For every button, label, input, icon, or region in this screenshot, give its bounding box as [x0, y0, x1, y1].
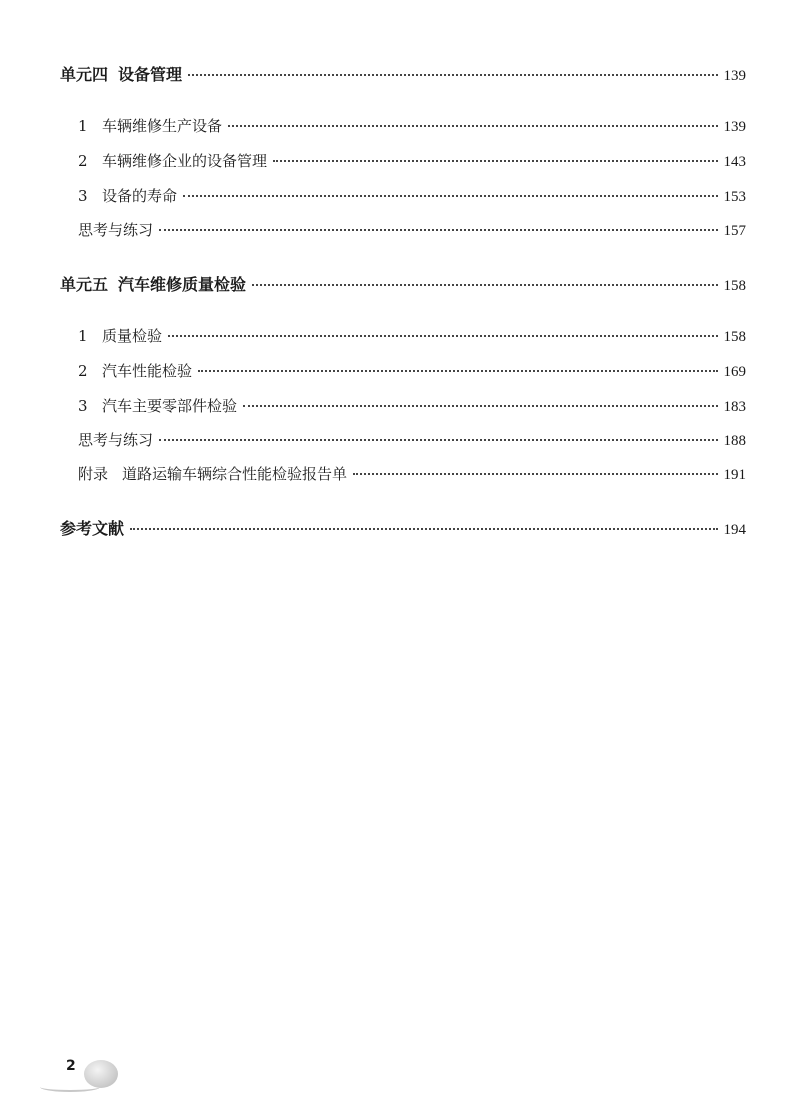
- leader-dots: [228, 124, 717, 127]
- page-number: 139: [723, 119, 746, 135]
- page-number: 153: [723, 189, 746, 205]
- leader-dots: [198, 369, 717, 372]
- page-number: 188: [723, 433, 746, 449]
- leader-dots: [168, 334, 717, 337]
- item-number: 1: [78, 327, 88, 345]
- appendix-label: 附录: [78, 465, 109, 483]
- exercise-title: 思考与练习: [78, 431, 154, 449]
- toc-item[interactable]: [78, 360, 746, 384]
- leader-dots: [159, 228, 717, 231]
- references-title: 参考文献: [60, 519, 125, 538]
- unit-number: 单元五: [60, 275, 109, 294]
- leader-dots: [188, 73, 717, 76]
- leader-dots: [159, 438, 717, 441]
- leader-dots: [130, 527, 717, 530]
- page-number: 139: [723, 68, 746, 84]
- page-number: 183: [723, 399, 746, 415]
- item-number: 2: [78, 152, 88, 170]
- item-number: 1: [78, 117, 88, 135]
- toc-exercise[interactable]: [78, 429, 746, 453]
- leader-dots: [252, 283, 717, 286]
- toc-appendix[interactable]: [78, 463, 746, 487]
- page-number: 191: [723, 467, 746, 483]
- page-number: 158: [723, 329, 746, 345]
- exercise-title: 思考与练习: [78, 221, 154, 239]
- leader-dots: [353, 472, 717, 475]
- leader-dots: [183, 194, 717, 197]
- page-number: 157: [723, 223, 746, 239]
- toc-unit-4[interactable]: [60, 62, 746, 86]
- page-number: 169: [723, 364, 746, 380]
- page-number: 194: [723, 522, 746, 538]
- item-title: 质量检验: [102, 327, 163, 345]
- unit-number: 单元四: [60, 65, 109, 84]
- footer-page-number: 2: [66, 1058, 76, 1074]
- page-number: 143: [723, 154, 746, 170]
- item-title: 汽车主要零部件检验: [102, 397, 238, 415]
- toc-item[interactable]: [78, 395, 746, 419]
- unit-title: 汽车维修质量检验: [118, 275, 247, 294]
- item-title: 车辆维修企业的设备管理: [102, 152, 268, 170]
- toc-unit-5[interactable]: [60, 272, 746, 296]
- item-title: 汽车性能检验: [102, 362, 193, 380]
- item-title: 设备的寿命: [102, 187, 178, 205]
- unit-title: 设备管理: [118, 65, 183, 84]
- toc-references[interactable]: [60, 516, 746, 540]
- toc-item[interactable]: [78, 325, 746, 349]
- page-number: 158: [723, 278, 746, 294]
- footer-decoration-blob: [84, 1060, 118, 1088]
- appendix-title: 道路运输车辆综合性能检验报告单: [122, 465, 348, 483]
- toc-exercise[interactable]: [78, 219, 746, 243]
- leader-dots: [273, 159, 717, 162]
- toc-item[interactable]: [78, 185, 746, 209]
- item-title: 车辆维修生产设备: [102, 117, 223, 135]
- item-number: 3: [78, 397, 88, 415]
- toc-item[interactable]: [78, 115, 746, 139]
- item-number: 3: [78, 187, 88, 205]
- item-number: 2: [78, 362, 88, 380]
- toc-item[interactable]: [78, 150, 746, 174]
- leader-dots: [243, 404, 717, 407]
